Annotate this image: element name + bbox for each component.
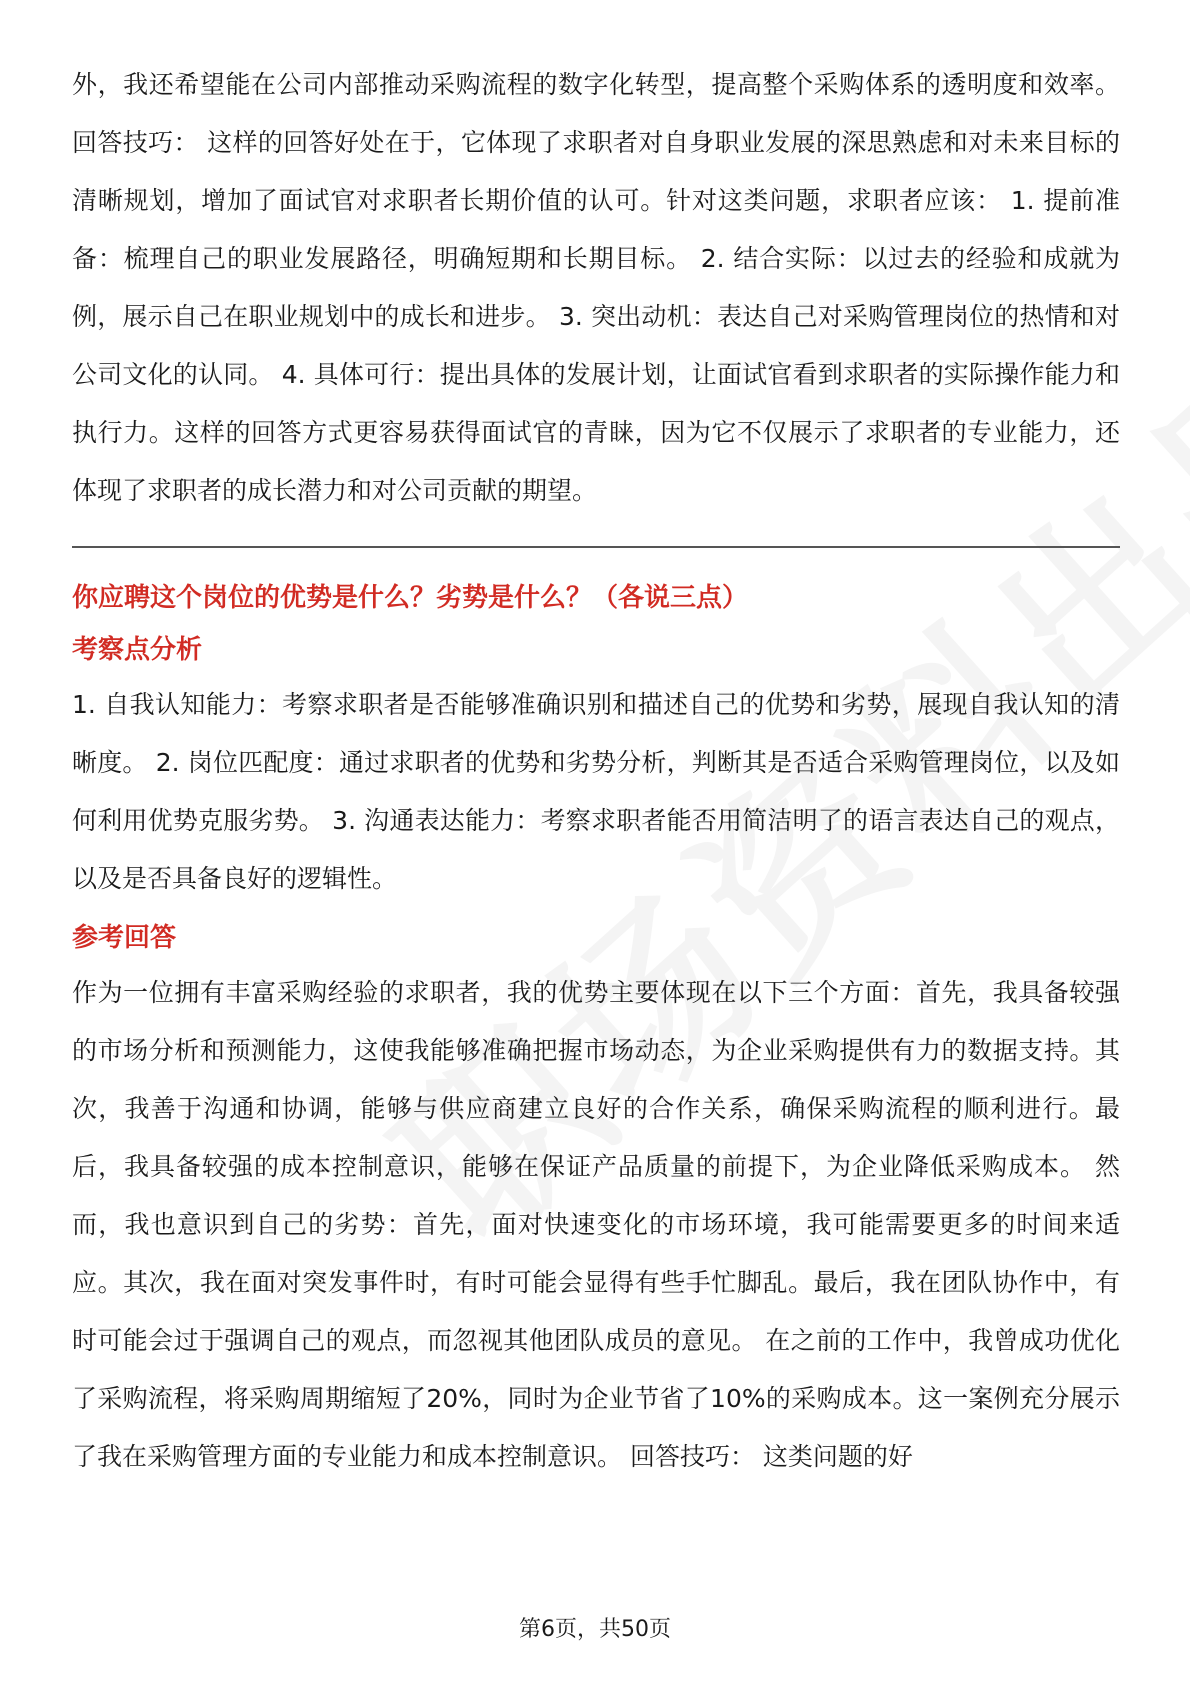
page-number-footer: 第6页，共50页	[519, 1617, 671, 1642]
answer-text: 作为一位拥有丰富采购经验的求职者，我的优势主要体现在以下三个方面：首先，我具备较强的市场分析和预测能力，这使我能够准确把握市场动态，为企业采购提供有力的数据支持。其次，我善于沟通和协调，能够与供应商建立良好的合作关系，确保采购流程的顺利进行。最后，我具备较强的成本控制意识，能够在保证产品质量的前提下，为企业降低采购成本。 然而，我也意识到自己的劣势：首先，面对快速变化的市场环境，我可能需要更多的时间来适应。其次，我在面对突发事件时，有时可能会显得有些手忙脚乱。最后，我在团队协作中，有时可能会过于强调自己的观点，而忽视其他团队成员的意见。 在之前的工作中，我曾成功优化了采购流程，将采购周期缩短了20%，同时为企业节省了10%的采购成本。这一案例充分展示了我在采购管理方面的专业能力和成本控制意识。 回答技巧： 这类问题的好	[72, 978, 1120, 1471]
question-title: 你应聘这个岗位的优势是什么？劣势是什么？（各说三点）	[72, 583, 749, 613]
analysis-text: 1. 自我认知能力：考察求职者是否能够准确识别和描述自己的优势和劣势，展现自我认知的清晰度。 2. 岗位匹配度：通过求职者的优势和劣势分析，判断其是否适合采购管理岗位，以及如何利用优势克服劣势。 3. 沟通表达能力：考察求职者能否用简洁明了的语言表达自己的观点，以及是否具备良好的逻辑性。	[72, 690, 1120, 893]
analysis-heading: 考察点分析	[72, 635, 203, 665]
intro-paragraph: 外，我还希望能在公司内部推动采购流程的数字化转型，提高整个采购体系的透明度和效率。 回答技巧： 这样的回答好处在于，它体现了求职者对自身职业发展的深思熟虑和对未来目标的清晰规划，增加了面试官对求职者长期价值的认可。针对这类问题，求职者应该： 1. 提前准备：梳理自己的职业发展路径，明确短期和长期目标。 2. 结合实际：以过去的经验和成就为例，展示自己在职业规划中的成长和进步。 3. 突出动机：表达自己对采购管理岗位的热情和对公司文化的认同。 4. 具体可行：提出具体的发展计划，让面试官看到求职者的实际操作能力和执行力。这样的回答方式更容易获得面试官的青睐，因为它不仅展示了求职者的专业能力，还体现了求职者的成长潜力和对公司贡献的期望。	[72, 70, 1120, 505]
section-divider	[72, 546, 1120, 548]
document-page	[72, 56, 1120, 1486]
answer-heading: 参考回答	[72, 923, 177, 953]
